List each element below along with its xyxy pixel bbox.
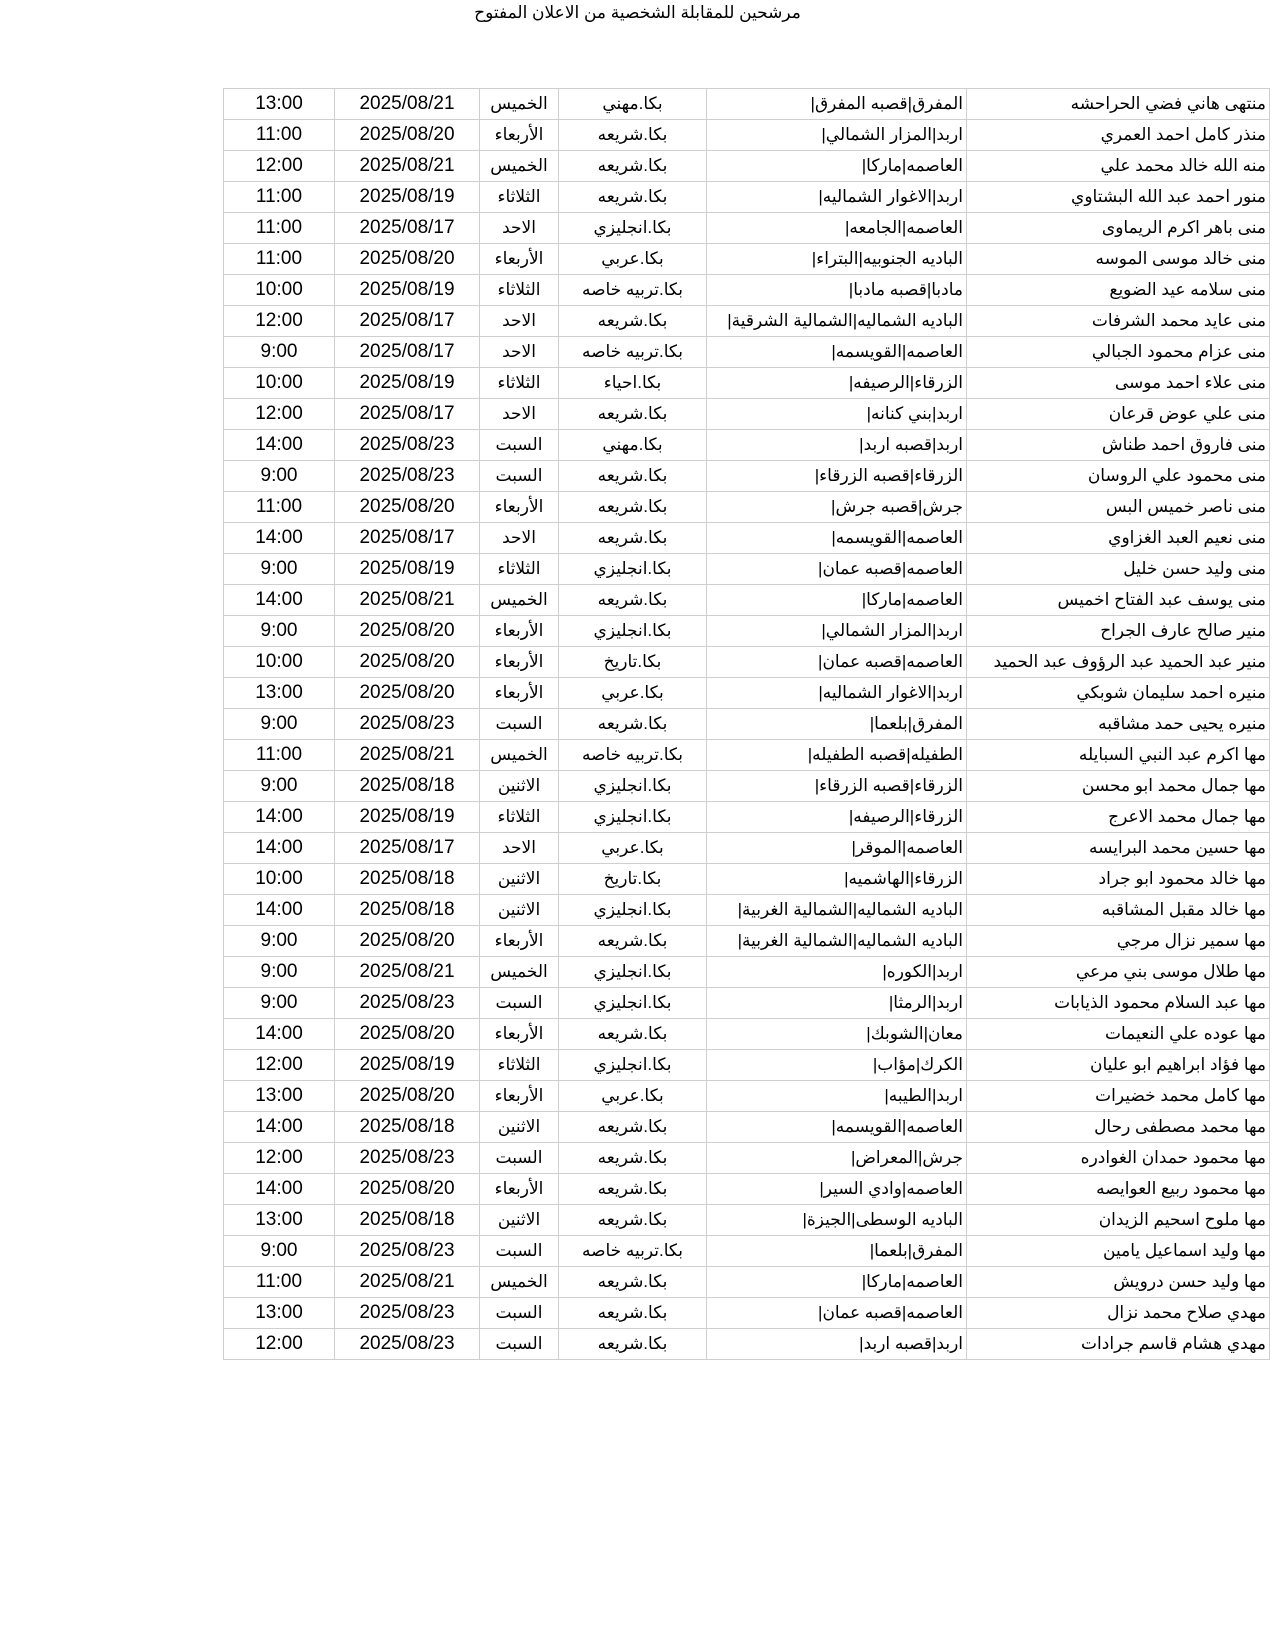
cell-name: مها محمد مصطفى رحال: [967, 1112, 1270, 1143]
cell-name: مها محمود ربيع العوايصه: [967, 1174, 1270, 1205]
cell-day: الاثنين: [480, 864, 559, 895]
cell-location: الباديه الشماليه|الشمالية الغربية|: [707, 926, 967, 957]
cell-day: الأربعاء: [480, 926, 559, 957]
cell-location: الباديه الجنوبيه|البتراء|: [707, 244, 967, 275]
cell-date: 2025/08/20: [335, 926, 480, 957]
cell-day: الأربعاء: [480, 1019, 559, 1050]
table-row: [224, 1205, 1270, 1236]
cell-location: العاصمه|ماركا|: [707, 1267, 967, 1298]
cell-date: 2025/08/19: [335, 554, 480, 585]
cell-specialization: بكا.شريعه: [559, 182, 707, 213]
table-row: [224, 430, 1270, 461]
cell-name: منى وليد حسن خليل: [967, 554, 1270, 585]
cell-location: الزرقاء|الهاشميه|: [707, 864, 967, 895]
cell-specialization: بكا.انجليزي: [559, 1050, 707, 1081]
cell-location: العاصمه|وادي السير|: [707, 1174, 967, 1205]
cell-date: 2025/08/18: [335, 1205, 480, 1236]
cell-time: 14:00: [224, 1112, 335, 1143]
cell-time: 9:00: [224, 1236, 335, 1267]
cell-location: العاصمه|القويسمه|: [707, 1112, 967, 1143]
cell-time: 14:00: [224, 430, 335, 461]
table-row: [224, 647, 1270, 678]
cell-day: الأربعاء: [480, 647, 559, 678]
cell-specialization: بكا.شريعه: [559, 585, 707, 616]
cell-date: 2025/08/19: [335, 275, 480, 306]
table-row: [224, 585, 1270, 616]
cell-time: 13:00: [224, 678, 335, 709]
cell-location: العاصمه|الموقر|: [707, 833, 967, 864]
cell-date: 2025/08/21: [335, 585, 480, 616]
cell-date: 2025/08/20: [335, 616, 480, 647]
table-row: [224, 709, 1270, 740]
table-row: [224, 1236, 1270, 1267]
cell-name: منير عبد الحميد عبد الرؤوف عبد الحميد: [967, 647, 1270, 678]
cell-date: 2025/08/18: [335, 864, 480, 895]
cell-location: العاصمه|القويسمه|: [707, 523, 967, 554]
cell-day: السبت: [480, 430, 559, 461]
cell-date: 2025/08/23: [335, 1298, 480, 1329]
cell-specialization: بكا.انجليزي: [559, 616, 707, 647]
cell-specialization: بكا.شريعه: [559, 492, 707, 523]
cell-name: مها طلال موسى بني مرعي: [967, 957, 1270, 988]
cell-specialization: بكا.احياء: [559, 368, 707, 399]
cell-day: الاحد: [480, 337, 559, 368]
cell-name: مها محمود حمدان الغوادره: [967, 1143, 1270, 1174]
page-title: مرشحين للمقابلة الشخصية من الاعلان المفتوح: [474, 3, 801, 22]
table-row: [224, 306, 1270, 337]
cell-specialization: بكا.مهني: [559, 89, 707, 120]
cell-specialization: بكا.شريعه: [559, 1019, 707, 1050]
cell-location: اربد|قصبه اربد|: [707, 430, 967, 461]
cell-specialization: بكا.تاريخ: [559, 647, 707, 678]
cell-specialization: بكا.تربيه خاصه: [559, 1236, 707, 1267]
cell-name: مها خالد محمود ابو جراد: [967, 864, 1270, 895]
table-row: [224, 895, 1270, 926]
table-row: [224, 802, 1270, 833]
table-row: [224, 678, 1270, 709]
cell-location: العاصمه|قصبه عمان|: [707, 554, 967, 585]
cell-location: المفرق|قصبه المفرق|: [707, 89, 967, 120]
cell-name: منيره احمد سليمان شوبكي: [967, 678, 1270, 709]
cell-day: السبت: [480, 1298, 559, 1329]
cell-day: الاثنين: [480, 1112, 559, 1143]
cell-location: الباديه الوسطى|الجيزة|: [707, 1205, 967, 1236]
cell-day: السبت: [480, 1143, 559, 1174]
cell-specialization: بكا.انجليزي: [559, 988, 707, 1019]
cell-day: الاثنين: [480, 771, 559, 802]
cell-date: 2025/08/20: [335, 647, 480, 678]
cell-day: الأربعاء: [480, 120, 559, 151]
cell-location: اربد|الاغوار الشماليه|: [707, 182, 967, 213]
cell-date: 2025/08/20: [335, 1019, 480, 1050]
table-row: [224, 864, 1270, 895]
cell-time: 12:00: [224, 1329, 335, 1360]
cell-location: اربد|قصبه اربد|: [707, 1329, 967, 1360]
cell-specialization: بكا.شريعه: [559, 461, 707, 492]
cell-specialization: بكا.شريعه: [559, 1143, 707, 1174]
cell-name: مهدي هشام قاسم جرادات: [967, 1329, 1270, 1360]
table-row: [224, 1050, 1270, 1081]
cell-name: منى باهر اكرم الريماوى: [967, 213, 1270, 244]
cell-specialization: بكا.شريعه: [559, 1298, 707, 1329]
cell-date: 2025/08/23: [335, 709, 480, 740]
cell-day: الاحد: [480, 523, 559, 554]
table-row: [224, 1298, 1270, 1329]
cell-day: الثلاثاء: [480, 1050, 559, 1081]
cell-name: مها فؤاد ابراهيم ابو عليان: [967, 1050, 1270, 1081]
cell-name: مها وليد حسن درويش: [967, 1267, 1270, 1298]
table-row: [224, 926, 1270, 957]
cell-day: الثلاثاء: [480, 275, 559, 306]
cell-specialization: بكا.مهني: [559, 430, 707, 461]
cell-location: العاصمه|القويسمه|: [707, 337, 967, 368]
cell-location: الزرقاء|قصبه الزرقاء|: [707, 461, 967, 492]
cell-time: 9:00: [224, 616, 335, 647]
cell-name: مها حسين محمد البرايسه: [967, 833, 1270, 864]
table-row: [224, 554, 1270, 585]
cell-time: 14:00: [224, 1174, 335, 1205]
table-row: [224, 1329, 1270, 1360]
cell-location: اربد|الرمثا|: [707, 988, 967, 1019]
cell-day: الخميس: [480, 740, 559, 771]
cell-location: الكرك|مؤاب|: [707, 1050, 967, 1081]
cell-location: مادبا|قصبه مادبا|: [707, 275, 967, 306]
cell-time: 9:00: [224, 709, 335, 740]
cell-specialization: بكا.شريعه: [559, 523, 707, 554]
cell-location: العاصمه|ماركا|: [707, 585, 967, 616]
cell-time: 12:00: [224, 1050, 335, 1081]
table-row: [224, 1174, 1270, 1205]
cell-name: منتهى هاني فضي الحراحشه: [967, 89, 1270, 120]
table-row: [224, 771, 1270, 802]
cell-day: الخميس: [480, 151, 559, 182]
cell-location: العاصمه|قصبه عمان|: [707, 647, 967, 678]
cell-specialization: بكا.شريعه: [559, 1205, 707, 1236]
cell-location: اربد|المزار الشمالي|: [707, 120, 967, 151]
cell-name: مها جمال محمد الاعرج: [967, 802, 1270, 833]
table-row: [224, 492, 1270, 523]
cell-time: 13:00: [224, 1298, 335, 1329]
cell-specialization: بكا.عربي: [559, 1081, 707, 1112]
cell-name: مها كامل محمد خضيرات: [967, 1081, 1270, 1112]
cell-day: الأربعاء: [480, 1174, 559, 1205]
cell-specialization: بكا.تاريخ: [559, 864, 707, 895]
cell-day: الأربعاء: [480, 244, 559, 275]
cell-date: 2025/08/20: [335, 1081, 480, 1112]
cell-day: الخميس: [480, 957, 559, 988]
cell-specialization: بكا.انجليزي: [559, 771, 707, 802]
cell-date: 2025/08/19: [335, 368, 480, 399]
cell-time: 10:00: [224, 275, 335, 306]
cell-date: 2025/08/20: [335, 678, 480, 709]
cell-date: 2025/08/23: [335, 461, 480, 492]
table-row: [224, 833, 1270, 864]
cell-time: 14:00: [224, 802, 335, 833]
table-row: [224, 213, 1270, 244]
cell-time: 9:00: [224, 988, 335, 1019]
cell-name: منه الله خالد محمد علي: [967, 151, 1270, 182]
table-row: [224, 616, 1270, 647]
table-row: [224, 988, 1270, 1019]
cell-name: منيره يحيى حمد مشاقبه: [967, 709, 1270, 740]
cell-date: 2025/08/17: [335, 337, 480, 368]
cell-time: 11:00: [224, 1267, 335, 1298]
cell-time: 12:00: [224, 151, 335, 182]
cell-specialization: بكا.شريعه: [559, 151, 707, 182]
cell-day: السبت: [480, 1329, 559, 1360]
cell-day: الخميس: [480, 585, 559, 616]
cell-location: اربد|بني كنانه|: [707, 399, 967, 430]
cell-date: 2025/08/23: [335, 988, 480, 1019]
cell-date: 2025/08/17: [335, 213, 480, 244]
table-row: [224, 1267, 1270, 1298]
cell-specialization: بكا.شريعه: [559, 120, 707, 151]
cell-location: الزرقاء|الرصيفه|: [707, 368, 967, 399]
table-row: [224, 182, 1270, 213]
cell-location: اربد|المزار الشمالي|: [707, 616, 967, 647]
cell-location: العاصمه|ماركا|: [707, 151, 967, 182]
cell-time: 13:00: [224, 1081, 335, 1112]
candidates-table: [223, 88, 1270, 1360]
cell-time: 14:00: [224, 833, 335, 864]
cell-name: منير صالح عارف الجراح: [967, 616, 1270, 647]
cell-location: الطفيله|قصبه الطفيله|: [707, 740, 967, 771]
cell-name: مها عبد السلام محمود الذيابات: [967, 988, 1270, 1019]
cell-time: 12:00: [224, 306, 335, 337]
cell-specialization: بكا.تربيه خاصه: [559, 740, 707, 771]
cell-location: اربد|الطيبه|: [707, 1081, 967, 1112]
cell-date: 2025/08/18: [335, 895, 480, 926]
cell-location: العاصمه|قصبه عمان|: [707, 1298, 967, 1329]
cell-name: منى نعيم العبد الغزاوي: [967, 523, 1270, 554]
cell-date: 2025/08/23: [335, 1143, 480, 1174]
cell-specialization: بكا.شريعه: [559, 306, 707, 337]
table-row: [224, 740, 1270, 771]
cell-location: العاصمه|الجامعه|: [707, 213, 967, 244]
cell-day: الخميس: [480, 89, 559, 120]
cell-day: السبت: [480, 709, 559, 740]
cell-name: مها اكرم عبد النبي السبايله: [967, 740, 1270, 771]
table-row: [224, 523, 1270, 554]
cell-specialization: بكا.تربيه خاصه: [559, 337, 707, 368]
cell-date: 2025/08/21: [335, 957, 480, 988]
table-row: [224, 1143, 1270, 1174]
cell-specialization: بكا.شريعه: [559, 1174, 707, 1205]
cell-time: 13:00: [224, 1205, 335, 1236]
cell-date: 2025/08/21: [335, 1267, 480, 1298]
cell-specialization: بكا.انجليزي: [559, 895, 707, 926]
cell-name: منى عزام محمود الجبالي: [967, 337, 1270, 368]
cell-day: الثلاثاء: [480, 368, 559, 399]
cell-name: منى سلامه عيد الضويع: [967, 275, 1270, 306]
cell-name: منى خالد موسى الموسه: [967, 244, 1270, 275]
cell-day: الثلاثاء: [480, 802, 559, 833]
cell-time: 14:00: [224, 895, 335, 926]
candidates-table-body: [224, 89, 1270, 1360]
cell-date: 2025/08/21: [335, 89, 480, 120]
cell-day: السبت: [480, 461, 559, 492]
cell-name: مها خالد مقبل المشاقبه: [967, 895, 1270, 926]
cell-day: الثلاثاء: [480, 554, 559, 585]
cell-time: 10:00: [224, 368, 335, 399]
cell-name: منى يوسف عبد الفتاح اخميس: [967, 585, 1270, 616]
cell-date: 2025/08/17: [335, 399, 480, 430]
cell-name: منى محمود علي الروسان: [967, 461, 1270, 492]
cell-day: الاثنين: [480, 1205, 559, 1236]
cell-day: الخميس: [480, 1267, 559, 1298]
cell-time: 14:00: [224, 585, 335, 616]
table-row: [224, 244, 1270, 275]
cell-specialization: بكا.شريعه: [559, 926, 707, 957]
cell-name: منور احمد عبد الله البشتاوي: [967, 182, 1270, 213]
table-row: [224, 89, 1270, 120]
cell-location: اربد|الاغوار الشماليه|: [707, 678, 967, 709]
cell-date: 2025/08/17: [335, 833, 480, 864]
cell-time: 13:00: [224, 89, 335, 120]
table-row: [224, 461, 1270, 492]
cell-time: 11:00: [224, 213, 335, 244]
cell-date: 2025/08/21: [335, 151, 480, 182]
cell-day: الاحد: [480, 306, 559, 337]
cell-date: 2025/08/17: [335, 523, 480, 554]
cell-specialization: بكا.شريعه: [559, 1329, 707, 1360]
cell-date: 2025/08/20: [335, 120, 480, 151]
table-row: [224, 957, 1270, 988]
cell-date: 2025/08/20: [335, 1174, 480, 1205]
table-row: [224, 151, 1270, 182]
cell-time: 9:00: [224, 957, 335, 988]
cell-time: 9:00: [224, 461, 335, 492]
table-row: [224, 368, 1270, 399]
cell-specialization: بكا.عربي: [559, 833, 707, 864]
cell-time: 12:00: [224, 1143, 335, 1174]
cell-time: 11:00: [224, 182, 335, 213]
cell-name: مها عوده علي النعيمات: [967, 1019, 1270, 1050]
cell-day: الثلاثاء: [480, 182, 559, 213]
cell-location: جرش|المعراض|: [707, 1143, 967, 1174]
cell-specialization: بكا.شريعه: [559, 1112, 707, 1143]
cell-date: 2025/08/20: [335, 492, 480, 523]
cell-name: منى ناصر خميس البس: [967, 492, 1270, 523]
cell-name: مهدي صلاح محمد نزال: [967, 1298, 1270, 1329]
cell-time: 10:00: [224, 647, 335, 678]
cell-date: 2025/08/19: [335, 1050, 480, 1081]
cell-time: 11:00: [224, 740, 335, 771]
cell-name: منذر كامل احمد العمري: [967, 120, 1270, 151]
cell-name: منى فاروق احمد طناش: [967, 430, 1270, 461]
cell-name: مها وليد اسماعيل يامين: [967, 1236, 1270, 1267]
cell-name: مها سمير نزال مرجي: [967, 926, 1270, 957]
cell-day: السبت: [480, 1236, 559, 1267]
cell-specialization: بكا.شريعه: [559, 1267, 707, 1298]
cell-day: الأربعاء: [480, 1081, 559, 1112]
cell-date: 2025/08/17: [335, 306, 480, 337]
cell-location: المفرق|بلعما|: [707, 1236, 967, 1267]
cell-time: 9:00: [224, 926, 335, 957]
cell-date: 2025/08/23: [335, 1329, 480, 1360]
cell-specialization: بكا.شريعه: [559, 399, 707, 430]
table-row: [224, 1081, 1270, 1112]
cell-date: 2025/08/23: [335, 1236, 480, 1267]
cell-time: 10:00: [224, 864, 335, 895]
cell-time: 14:00: [224, 1019, 335, 1050]
cell-day: الاحد: [480, 399, 559, 430]
cell-specialization: بكا.انجليزي: [559, 213, 707, 244]
cell-day: الاحد: [480, 833, 559, 864]
cell-location: المفرق|بلعما|: [707, 709, 967, 740]
cell-name: منى علاء احمد موسى: [967, 368, 1270, 399]
cell-time: 9:00: [224, 554, 335, 585]
cell-date: 2025/08/19: [335, 802, 480, 833]
cell-day: السبت: [480, 988, 559, 1019]
cell-time: 12:00: [224, 399, 335, 430]
cell-name: مها جمال محمد ابو محسن: [967, 771, 1270, 802]
cell-specialization: بكا.انجليزي: [559, 554, 707, 585]
cell-day: الأربعاء: [480, 492, 559, 523]
cell-time: 11:00: [224, 244, 335, 275]
cell-day: الاثنين: [480, 895, 559, 926]
cell-name: منى علي عوض قرعان: [967, 399, 1270, 430]
cell-location: معان|الشوبك|: [707, 1019, 967, 1050]
cell-day: الأربعاء: [480, 678, 559, 709]
cell-date: 2025/08/19: [335, 182, 480, 213]
cell-location: اربد|الكوره|: [707, 957, 967, 988]
table-row: [224, 399, 1270, 430]
table-row: [224, 275, 1270, 306]
cell-specialization: بكا.عربي: [559, 678, 707, 709]
cell-time: 14:00: [224, 523, 335, 554]
cell-time: 9:00: [224, 337, 335, 368]
cell-location: جرش|قصبه جرش|: [707, 492, 967, 523]
cell-specialization: بكا.عربي: [559, 244, 707, 275]
cell-specialization: بكا.انجليزي: [559, 957, 707, 988]
cell-specialization: بكا.تربيه خاصه: [559, 275, 707, 306]
table-row: [224, 1112, 1270, 1143]
cell-location: الزرقاء|قصبه الزرقاء|: [707, 771, 967, 802]
cell-time: 11:00: [224, 492, 335, 523]
cell-date: 2025/08/23: [335, 430, 480, 461]
table-row: [224, 337, 1270, 368]
table-row: [224, 1019, 1270, 1050]
cell-date: 2025/08/21: [335, 740, 480, 771]
cell-date: 2025/08/18: [335, 1112, 480, 1143]
cell-time: 9:00: [224, 771, 335, 802]
cell-date: 2025/08/18: [335, 771, 480, 802]
cell-location: الزرقاء|الرصيفه|: [707, 802, 967, 833]
cell-location: الباديه الشماليه|الشمالية الشرقية|: [707, 306, 967, 337]
cell-day: الاحد: [480, 213, 559, 244]
cell-specialization: بكا.شريعه: [559, 709, 707, 740]
cell-day: الأربعاء: [480, 616, 559, 647]
cell-date: 2025/08/20: [335, 244, 480, 275]
table-row: [224, 120, 1270, 151]
cell-specialization: بكا.انجليزي: [559, 802, 707, 833]
cell-location: الباديه الشماليه|الشمالية الغربية|: [707, 895, 967, 926]
cell-name: مها ملوح اسحيم الزيدان: [967, 1205, 1270, 1236]
cell-time: 11:00: [224, 120, 335, 151]
cell-name: منى عايد محمد الشرفات: [967, 306, 1270, 337]
